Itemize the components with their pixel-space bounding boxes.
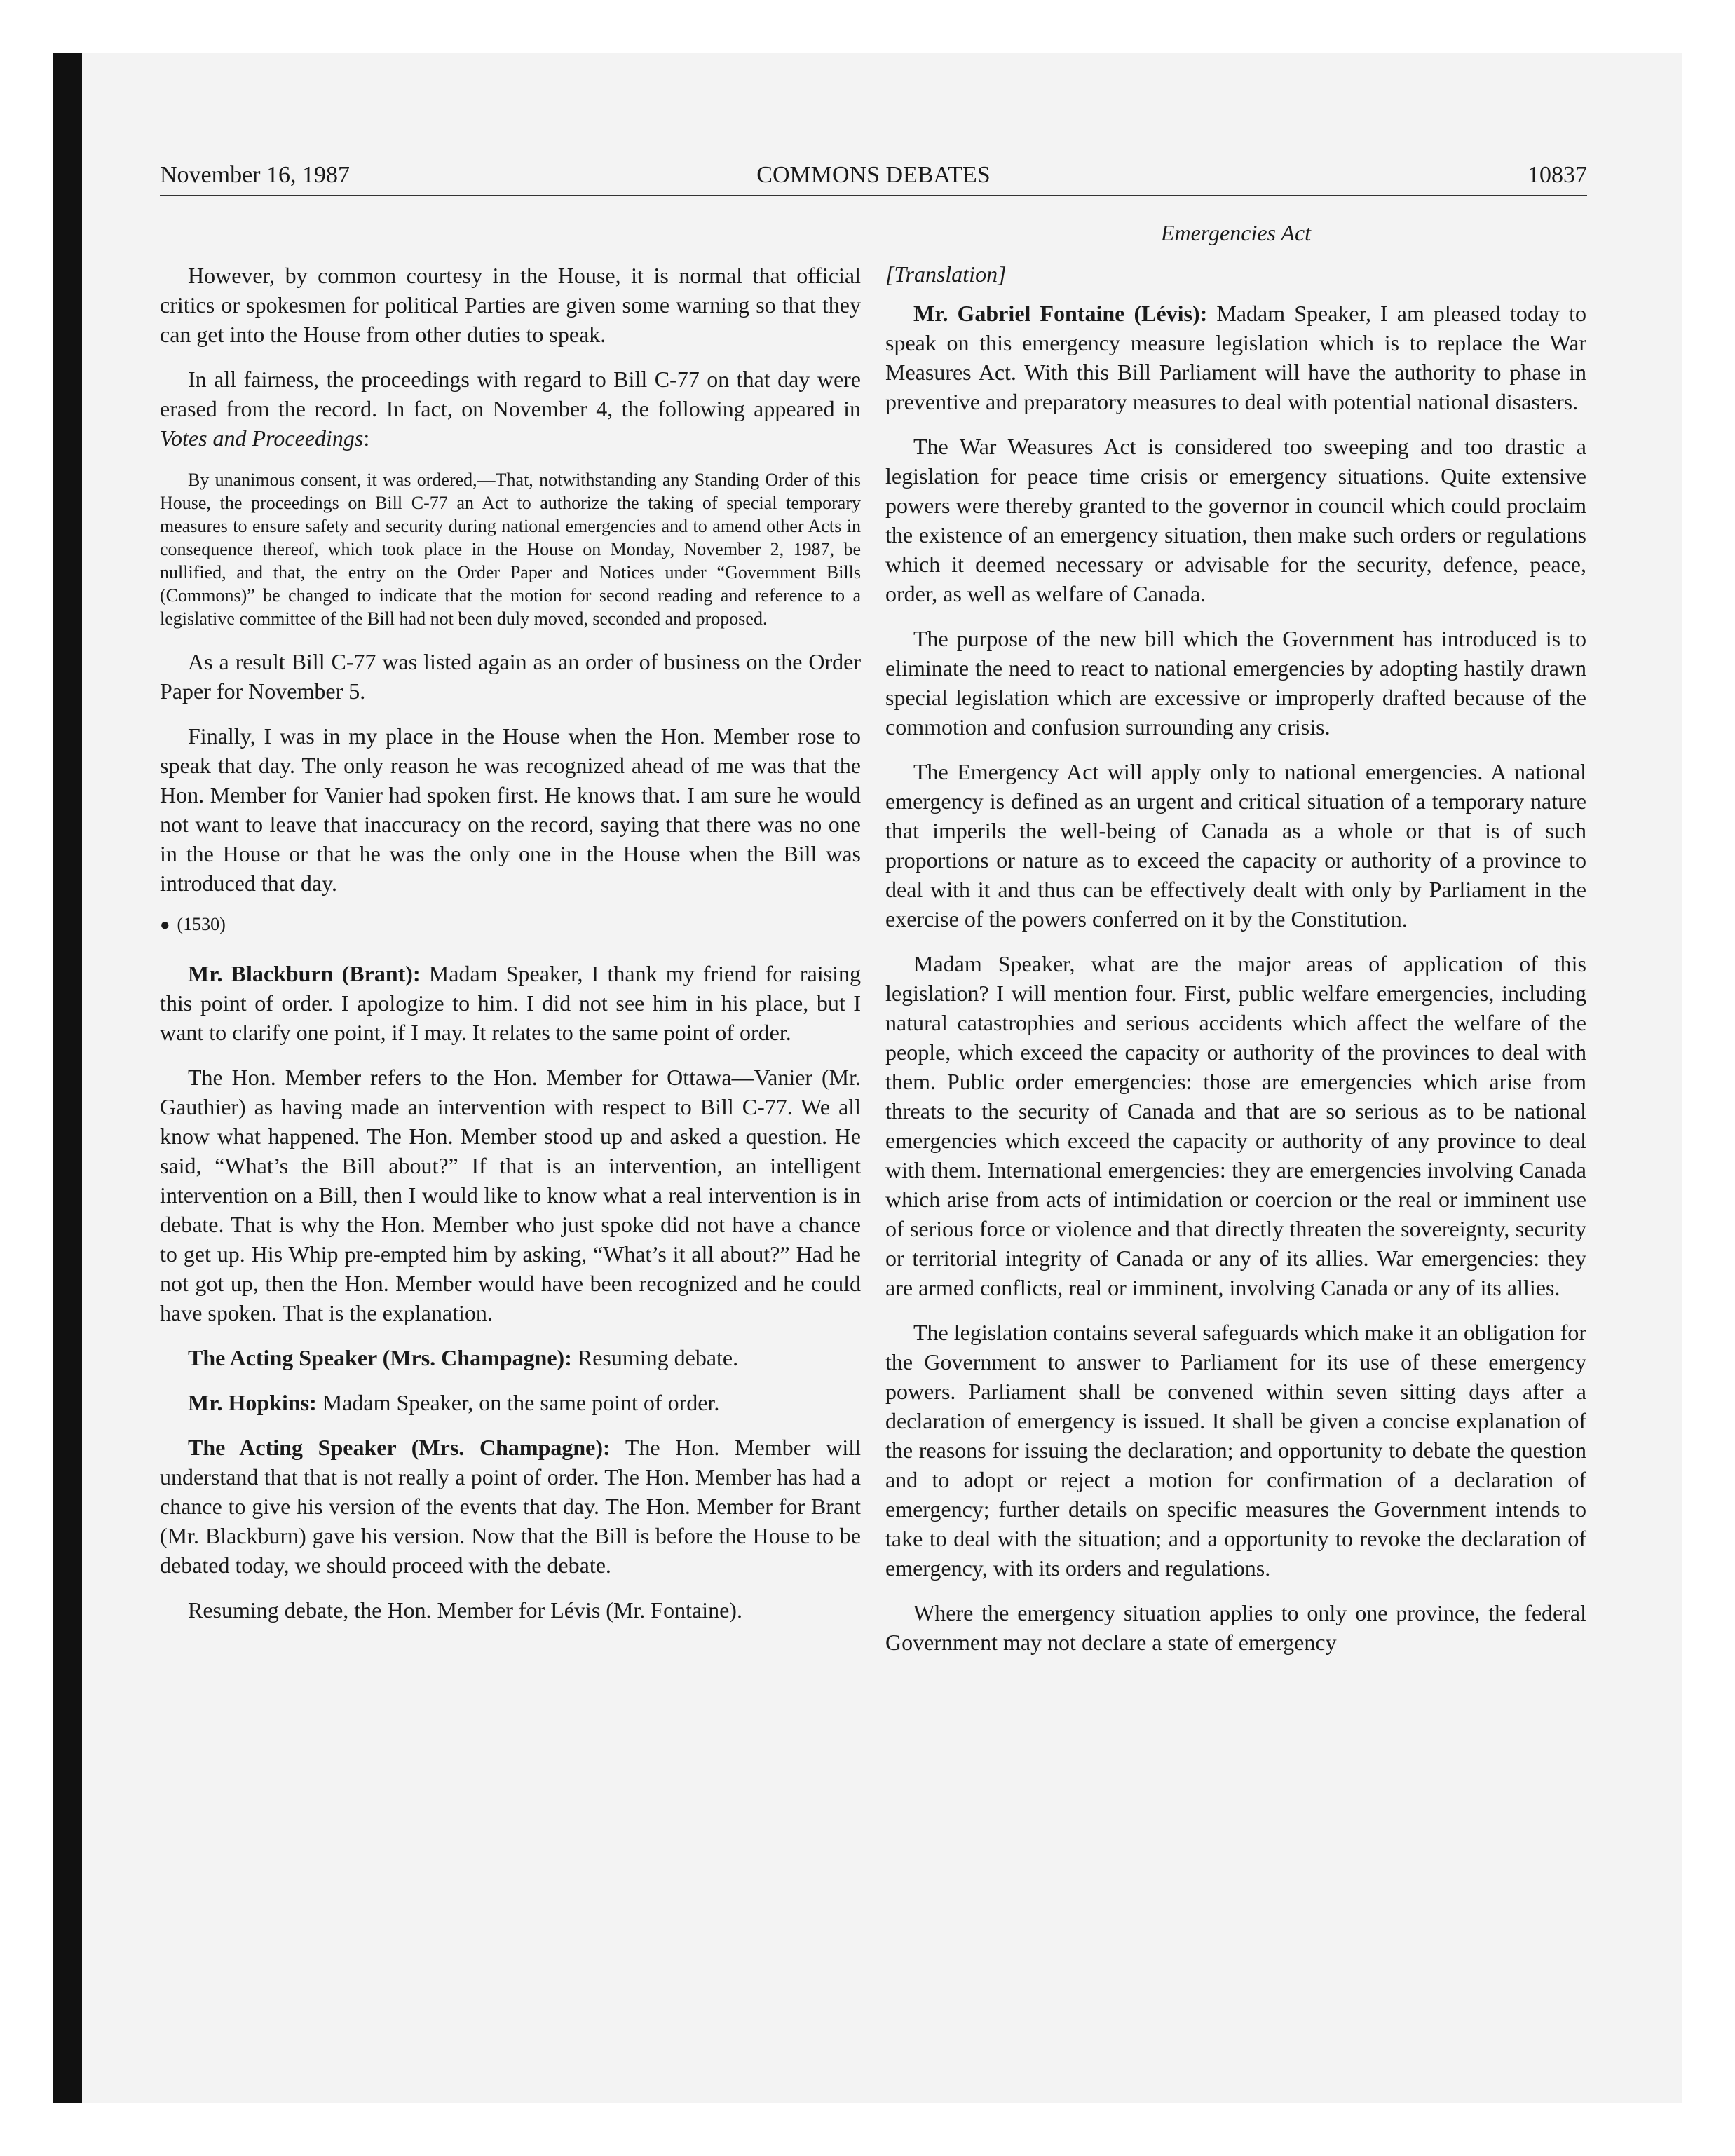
paragraph: The legislation contains several safeguards which make it an obligation for the Government to answer to Parliament for its use of these emergency powers. Parliament shall be convened within seven sitting days after a declaration of emergency is issued. It shall be given a concise explanation of the reasons for issuing the declaration; and opportunity to debate the question and to adopt or reject a motion for confirmation of a declaration of emergency; further details on specific measures the Government intends to take to deal with the situation; and a opportunity to revoke the declaration of emergency, with its orders and regulations. [885,1320,1586,1581]
page-header [160,161,1587,196]
header-page-number: 10837 [1528,162,1587,188]
bullet-icon: ● [160,916,170,934]
translation-marker: [Translation] [885,261,1007,287]
right-column [885,219,1586,1672]
paragraph: As a result Bill C-77 was listed again as an order of business on the Order Paper for November 5. [160,649,861,704]
paragraph [160,1343,861,1372]
paragraph [160,959,861,1047]
paragraph: However, by common courtesy in the House, it is normal that official critics or spokesmen for political Parties are given some warning so that they can get into the House from other duties to speak. [160,263,861,347]
speaker-name: The Acting Speaker (Mrs. Champagne): [188,1345,572,1370]
paragraph: The Hon. Member refers to the Hon. Member for Ottawa—Vanier (Mr. Gauthier) as having made an intervention with respect to Bill C-77. We all know what happened. The Hon. Member stood up and asked a question. He said, “What’s the Bill about?” If that is an intervention, an intelligent intervention on a Bill, then I would like to know what a real intervention is in debate. That is why the Hon. Member who just spoke did not have a chance to get up. His Whip pre-empted him by asking, “What’s it all about?” Had he not got up, then the Hon. Member would have been recognized and he could have spoken. That is the explanation. [160,1065,861,1325]
paragraph: Where the emergency situation applies to only one province, the federal Government may not declare a state of emergency [885,1600,1586,1655]
paragraph: Resuming debate, the Hon. Member for Lévis (Mr. Fontaine). [188,1597,742,1623]
paragraph: The purpose of the new bill which the Government has introduced is to eliminate the need to react to national emergencies by adopting hastily drawn special legislation which are excessive or improperly drafted because of the commotion and confusion surrounding any crisis. [885,626,1586,739]
paragraph-text: Madam Speaker, I am pleased today to speak on this emergency measure legislation which is to replace the War Measures Act. With this Bill Parliament will have the authority to phase in preventive and preparatory measures to deal with potential national disasters. [885,301,1587,414]
paragraph-text: The Hon. Member will understand that that is not really a point of order. The Hon. Member has had a chance to give his version of the events that day. The Hon. Member for Brant (Mr. Blackburn) gave his version. Now that the Bill is before the House to be debated today, we should proceed with the debate. [160,1435,861,1578]
publication-title: Votes and Proceedings [160,425,364,451]
paragraph [160,364,861,453]
paragraph: Finally, I was in my place in the House when the Hon. Member rose to speak that day. The only reason he was recognized ahead of me was that the Hon. Member for Vanier had spoken first. He knows that. I am sure he would not want to leave that inaccuracy on the record, saying that there was no one in the House or that he was the only one in the House when the Bill was introduced that day. [160,723,861,896]
paragraph: The War Weasures Act is considered too sweeping and too drastic a legislation for peace time crisis or emergency situations. Quite extensive powers were thereby granted to the governor in council which could proclaim the existence of an emergency situation, then make such orders or regulations which it deemed necessary or advisable for the security, defence, peace, order, as well as welfare of Canada. [885,434,1586,606]
header-date: November 16, 1987 [160,162,351,188]
header-title: COMMONS DEBATES [756,162,991,188]
paragraph-text: Madam Speaker, I thank my friend for raising this point of order. I apologize to him. I did not see him in his place, but I want to clarify one point, if I may. It relates to the same point of order. [160,961,862,1045]
paragraph-text: Madam Speaker, on the same point of order. [316,1390,720,1415]
time-marker [160,913,861,936]
binding-edge [53,53,82,2103]
paragraph: Madam Speaker, what are the major areas of application of this legislation? I will mention four. First, public welfare emergencies, including natural catastrophies and serious accidents which affect the welfare of the people, which exceed the capacity or authority of the provinces to deal with them. Public order emergencies: those are emergencies which arise from threats to the security of Canada and that are so serious as to be national emergencies which exceed the capacity or authority of any province to deal with them. International emergencies: they are emergencies involving Canada which arise from acts of intimidation or coercion or the real or imminent use of serious force or violence and that directly threaten the sovereignty, security or territorial integrity of Canada or any of its allies. War emergencies: they are armed conflicts, real or imminent, involving Canada or any of its allies. [885,951,1586,1300]
paragraph: The Emergency Act will apply only to national emergencies. A national emergency is defined as an urgent and critical situation of a temporary nature that imperils the well-being of Canada as a whole or that is of such proportions or nature as to exceed the capacity or authority of a province to deal with it and thus can be effectively dealt with only by Parliament in the exercise of the powers conferred on it by the Constitution. [885,759,1586,932]
paragraph-text: In all fairness, the proceedings with regard to Bill C-77 on that day were erased from the record. In fact, on November 4, the following appeared in [160,367,861,421]
block-quote: By unanimous consent, it was ordered,—That, notwithstanding any Standing Order of this House, the proceedings on Bill C-77 an Act to authorize the taking of special temporary measures to ensure safety and security during national emergencies and to amend other Acts in consequence thereof, which took place in the House on Monday, November 2, 1987, be nullified, and that, the entry on the Order Paper and Notices under “Government Bills (Commons)” be changed to indicate that the motion for second reading and reference to a legislative committee of the Bill had not been duly moved, seconded and proposed. [160,470,861,629]
paragraph [885,299,1586,416]
paragraph-text: Resuming debate. [571,1345,739,1370]
speaker-name: Mr. Gabriel Fontaine (Lévis): [913,301,1208,326]
speaker-name: Mr. Blackburn (Brant): [188,961,421,986]
paragraph [160,1433,861,1580]
speaker-name: Mr. Hopkins: [188,1390,317,1415]
left-column [160,261,861,1640]
speaker-name: The Acting Speaker (Mrs. Champagne): [188,1435,611,1460]
paragraph [160,1388,861,1417]
section-title: Emergencies Act [1160,220,1312,245]
paragraph-text: : [363,425,370,451]
time-text: (1530) [177,914,226,934]
